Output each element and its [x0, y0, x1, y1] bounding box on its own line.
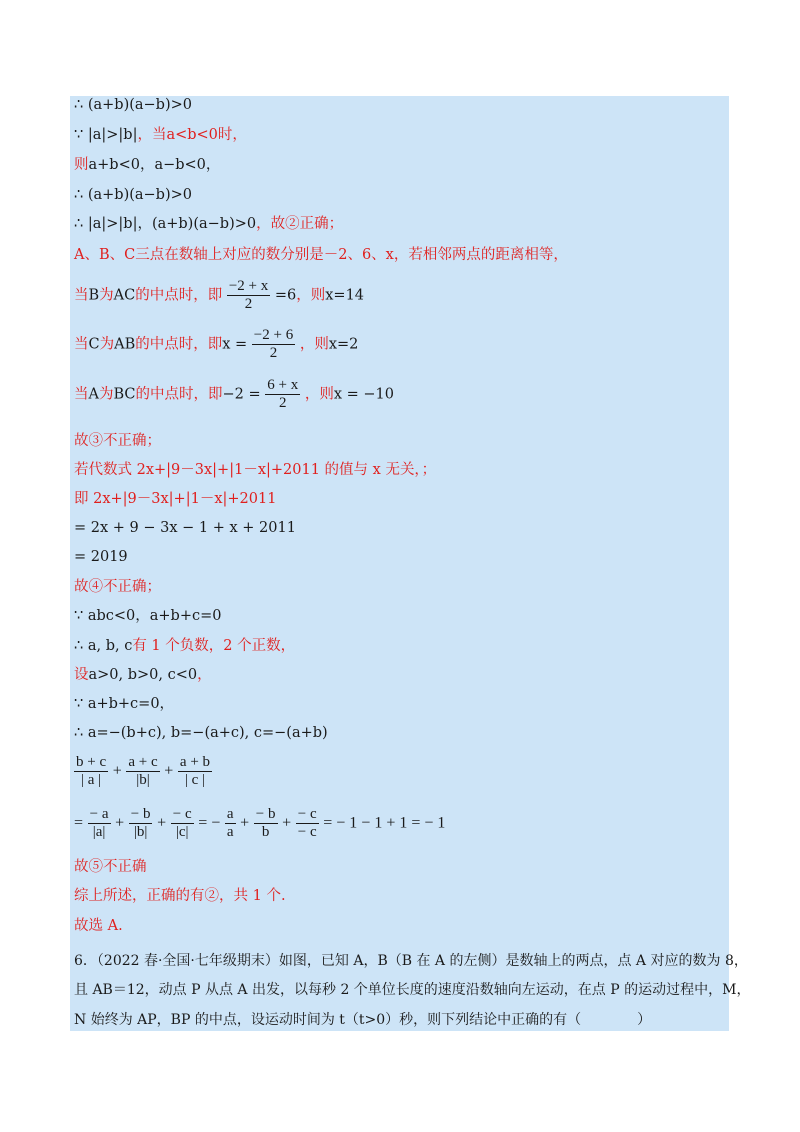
line-l24	[74, 886, 286, 906]
line-l4	[74, 185, 192, 205]
fraction-num: − c	[297, 806, 317, 822]
fraction-den: | a |	[80, 772, 102, 788]
line-l18	[74, 665, 212, 685]
line-l28	[74, 1010, 651, 1030]
fraction-den: | c |	[184, 772, 206, 788]
operator-plus: +	[115, 814, 125, 832]
line-l9	[74, 377, 394, 412]
fraction-num: a + b	[179, 754, 211, 770]
text-run: N 始终为 AP，BP 的中点，设运动时间为 t（t>0）秒，则下列结论中正确的有（ ）	[74, 1012, 652, 1028]
text-run: ，当a<b<0时，	[137, 127, 247, 143]
text-run: 当	[74, 336, 89, 353]
operator-plus: +	[157, 814, 167, 832]
text-run: =6	[274, 287, 297, 304]
fraction-num: b + c	[76, 754, 107, 770]
line-l20	[74, 723, 328, 743]
text-run: a>0, b>0, c<0	[88, 667, 198, 683]
line-l7-end	[275, 288, 364, 304]
text-run: 的中点时，即	[135, 386, 223, 403]
text-run: ，则	[304, 386, 334, 403]
text-run: ∴ (a+b)(a−b)>0	[74, 187, 192, 203]
text-run: A	[88, 386, 99, 403]
text-run: 为	[98, 386, 114, 403]
fraction-num: − b	[255, 806, 276, 822]
text-run: 6．（2022 春·全国·七年级期末）如图，已知 A，B（B 在 A 的左侧）是数轴上的两点，点 A 对应的数为 8，	[74, 953, 748, 969]
fraction-f21c	[178, 754, 212, 789]
operator-plus: +	[164, 762, 174, 780]
text-run: ∵ abc<0，a+b+c=0	[74, 608, 222, 624]
operator-equals-minus: = −	[198, 814, 221, 832]
fraction-num: −2 + x	[228, 278, 269, 294]
fraction-den: a	[226, 824, 234, 840]
text-run: 设	[74, 667, 89, 683]
text-run: ∴ a, b, c	[74, 638, 133, 654]
line-l13	[74, 518, 296, 538]
text-run: BC	[113, 386, 136, 403]
line-l15	[74, 577, 161, 597]
line-l22	[74, 806, 445, 841]
line-l5	[74, 214, 343, 234]
text-run: 故④不正确；	[74, 579, 161, 595]
fraction-den: 2	[244, 296, 253, 312]
text-run: ∴ (a+b)(a−b)>0	[74, 97, 192, 113]
line-l8-end	[300, 337, 359, 353]
fraction-den: − c	[297, 824, 317, 840]
text-run: A、B、C三点在数轴上对应的数分别是－2、6、x，若相邻两点的距离相等，	[74, 247, 568, 263]
fraction-num: − c	[172, 806, 192, 822]
line-l16	[74, 606, 221, 626]
line-l23	[74, 857, 147, 877]
fraction-den: 2	[269, 345, 278, 361]
line-l25	[74, 916, 123, 936]
fraction-f22d	[225, 806, 236, 841]
line-l10	[74, 431, 161, 451]
operator-plus: +	[112, 762, 122, 780]
text-run: x =	[222, 336, 248, 353]
fraction-den: |c|	[175, 824, 189, 840]
text-run: ∵ |a|>|b|	[74, 127, 138, 143]
text-run: 故选 A.	[74, 918, 123, 934]
line-l12	[74, 489, 276, 509]
fraction-f22c	[171, 806, 194, 841]
line-l27	[74, 980, 750, 1000]
line-l1	[74, 95, 192, 115]
fraction-f8	[252, 327, 295, 362]
text-run: 故⑤不正确	[74, 859, 147, 875]
line-l8	[74, 327, 358, 362]
line-l14	[74, 547, 128, 567]
text-run: 为	[99, 287, 114, 304]
line-l19	[74, 694, 174, 714]
text-run: 若代数式 2x+|9－3x|+|1－x|+2011 的值与 x 无关，；	[74, 462, 437, 478]
fraction-den: 2	[279, 395, 287, 411]
text-run: ∵ a+b+c=0，	[74, 696, 175, 712]
text-run: ，则	[296, 287, 326, 304]
line-l7-start	[74, 288, 222, 304]
result-tail: = − 1 − 1 + 1 = − 1	[323, 814, 446, 832]
text-run: C	[88, 336, 100, 353]
text-run: AB	[114, 336, 136, 353]
line-l2	[74, 125, 247, 145]
text-run: = 2x + 9 − 3x − 1 + x + 2011	[74, 520, 296, 536]
text-run: 故③不正确；	[74, 433, 161, 449]
text-run: x = −10	[333, 386, 394, 403]
fraction-f22a	[88, 806, 111, 841]
fraction-f22b	[129, 806, 153, 841]
line-l21	[74, 754, 212, 789]
text-run: 则	[74, 157, 89, 173]
fraction-f22f	[296, 806, 319, 841]
text-run: 有 1 个负数，2 个正数，	[132, 638, 296, 654]
fraction-f9	[265, 377, 300, 412]
text-run: ，	[197, 667, 212, 683]
fraction-f22e	[254, 806, 278, 841]
fraction-f21b	[126, 754, 159, 789]
operator-plus: +	[282, 814, 292, 832]
text-run: B	[88, 287, 100, 304]
fraction-den: b	[261, 824, 270, 840]
text-run: 且 AB＝12，动点 P 从点 A 出发，以每秒 2 个单位长度的速度沿数轴向左运动，在点 P 的运动过程中，M，	[74, 982, 751, 998]
text-run: 即 2x+|9－3x|+|1－x|+2011	[74, 491, 277, 507]
fraction-den: |a|	[92, 824, 106, 840]
text-run: x=14	[325, 287, 365, 304]
text-run: AC	[113, 287, 136, 304]
line-l9-end	[305, 387, 394, 403]
fraction-num: −2 + 6	[253, 327, 294, 343]
fraction-f7	[227, 278, 270, 313]
operator-equals: =	[74, 814, 84, 832]
line-l7	[74, 278, 364, 313]
line-l8-start	[74, 337, 247, 353]
line-l11	[74, 460, 436, 480]
text-run: −2 =	[222, 386, 261, 403]
line-l26	[74, 951, 748, 971]
line-l9-start	[74, 387, 261, 403]
text-run: x=2	[328, 336, 359, 353]
text-run: 的中点时，即	[135, 336, 223, 353]
text-run: ∴ |a|>|b|，(a+b)(a−b)>0	[74, 216, 257, 232]
fraction-num: 6 + x	[267, 377, 299, 393]
text-run: 综上所述，正确的有②，共 1 个.	[74, 888, 286, 904]
fraction-num: − b	[130, 806, 151, 822]
fraction-num: a + c	[128, 754, 158, 770]
fraction-den: |b|	[136, 772, 150, 788]
operator-plus: +	[240, 814, 250, 832]
text-run: ，则	[299, 336, 329, 353]
text-run: = 2019	[74, 549, 128, 565]
text-run: 当	[74, 287, 89, 304]
line-l6	[74, 245, 568, 265]
line-l17	[74, 636, 295, 656]
line-l3	[74, 155, 220, 175]
text-run: ∴ a=−(b+c), b=−(a+c), c=−(a+b)	[74, 725, 328, 741]
text-run: 为	[99, 336, 115, 353]
fraction-den: |b|	[133, 824, 148, 840]
fraction-num: a	[226, 806, 234, 822]
text-run: a+b<0，a−b<0，	[88, 157, 221, 173]
text-run: 当	[74, 386, 89, 403]
fraction-f21a	[74, 754, 108, 789]
text-run: ，故②正确；	[256, 216, 344, 232]
text-run: 的中点时，即	[135, 287, 223, 304]
fraction-num: − a	[89, 806, 109, 822]
